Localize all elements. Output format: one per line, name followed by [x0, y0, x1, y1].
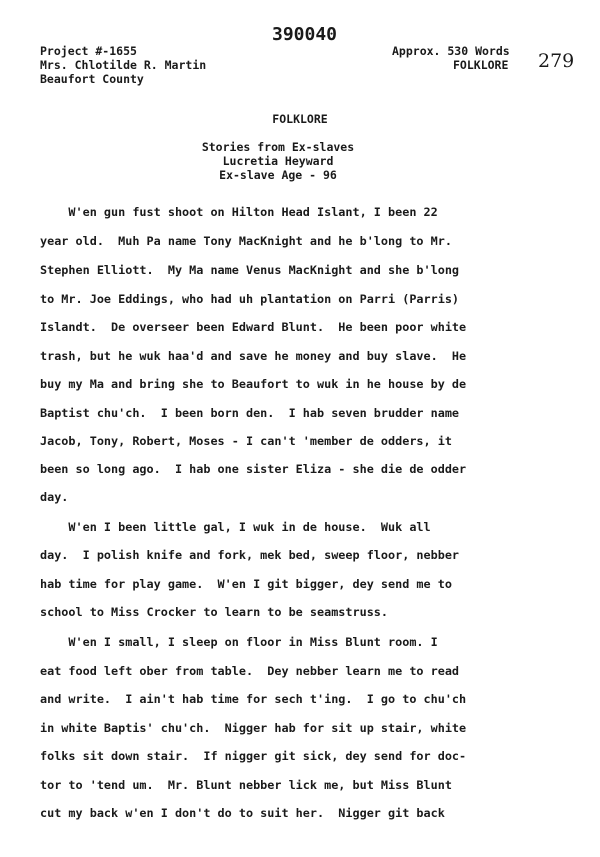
subtitle-line: Stories from Ex-slaves — [201, 140, 355, 154]
body-line: hab time for play game. W'en I git bigger, dey send me to — [40, 577, 452, 591]
body-line: been so long ago. I hab one sister Eliza - she die de odder — [40, 462, 467, 476]
body-line: tor to 'tend um. Mr. Blunt nebber lick me, but Miss Blunt — [40, 778, 452, 792]
body-line: trash, but he wuk haa'd and save he money and buy slave. He — [40, 349, 467, 363]
author-name: Mrs. Chlotilde R. Martin — [40, 58, 207, 72]
body-line: day. — [40, 490, 69, 504]
subtitle-line: Ex-slave Age - 96 — [219, 168, 337, 182]
document-title: FOLKLORE — [272, 112, 328, 126]
body-line: cut my back w'en I don't do to suit her. Nigger git back — [40, 806, 445, 820]
body-line: Baptist chu'ch. I been born den. I hab seven brudder name — [40, 406, 460, 420]
subtitle-block — [0, 140, 556, 182]
body-line: buy my Ma and bring she to Beaufort to wuk in he house by de — [40, 377, 467, 391]
body-line: folks sit down stair. If nigger git sick, dey send for doc- — [40, 749, 467, 763]
category-label: FOLKLORE — [453, 58, 509, 72]
body-line: Stephen Elliott. My Ma name Venus MacKnight and she b'long — [40, 263, 460, 277]
stamp-number: 390040 — [272, 24, 338, 45]
body-line: year old. Muh Pa name Tony MacKnight and he b'long to Mr. — [40, 234, 452, 248]
body-line: W'en gun fust shoot on Hilton Head Islant, I been 22 — [40, 205, 438, 219]
body-line: eat food left ober from table. Dey nebber learn me to read — [40, 664, 460, 678]
header-left — [40, 44, 206, 86]
body-line: and write. I ain't hab time for sech t'ing. I go to chu'ch — [40, 692, 467, 706]
body-line: to Mr. Joe Eddings, who had uh plantation on Parri (Parris) — [40, 292, 460, 306]
header-right — [392, 44, 510, 72]
word-count: Approx. 530 Words — [392, 44, 510, 58]
project-number: Project #-1655 — [40, 44, 137, 58]
body-line: day. I polish knife and fork, mek bed, sweep floor, nebber — [40, 548, 460, 562]
subtitle-line: Lucretia Heyward — [222, 154, 334, 168]
folio-number: 279 — [538, 50, 575, 72]
body-line: Jacob, Tony, Robert, Moses - I can't 'member de odders, it — [40, 434, 452, 448]
body-line: W'en I been little gal, I wuk in de house. Wuk all — [40, 520, 431, 534]
body-line: Islandt. De overseer been Edward Blunt. He been poor white — [40, 320, 467, 334]
body-line: school to Miss Crocker to learn to be seamstruss. — [40, 605, 389, 619]
county-name: Beaufort County — [40, 72, 144, 86]
body-line: W'en I small, I sleep on floor in Miss Blunt room. I — [40, 635, 438, 649]
body-line: in white Baptis' chu'ch. Nigger hab for sit up stair, white — [40, 721, 467, 735]
